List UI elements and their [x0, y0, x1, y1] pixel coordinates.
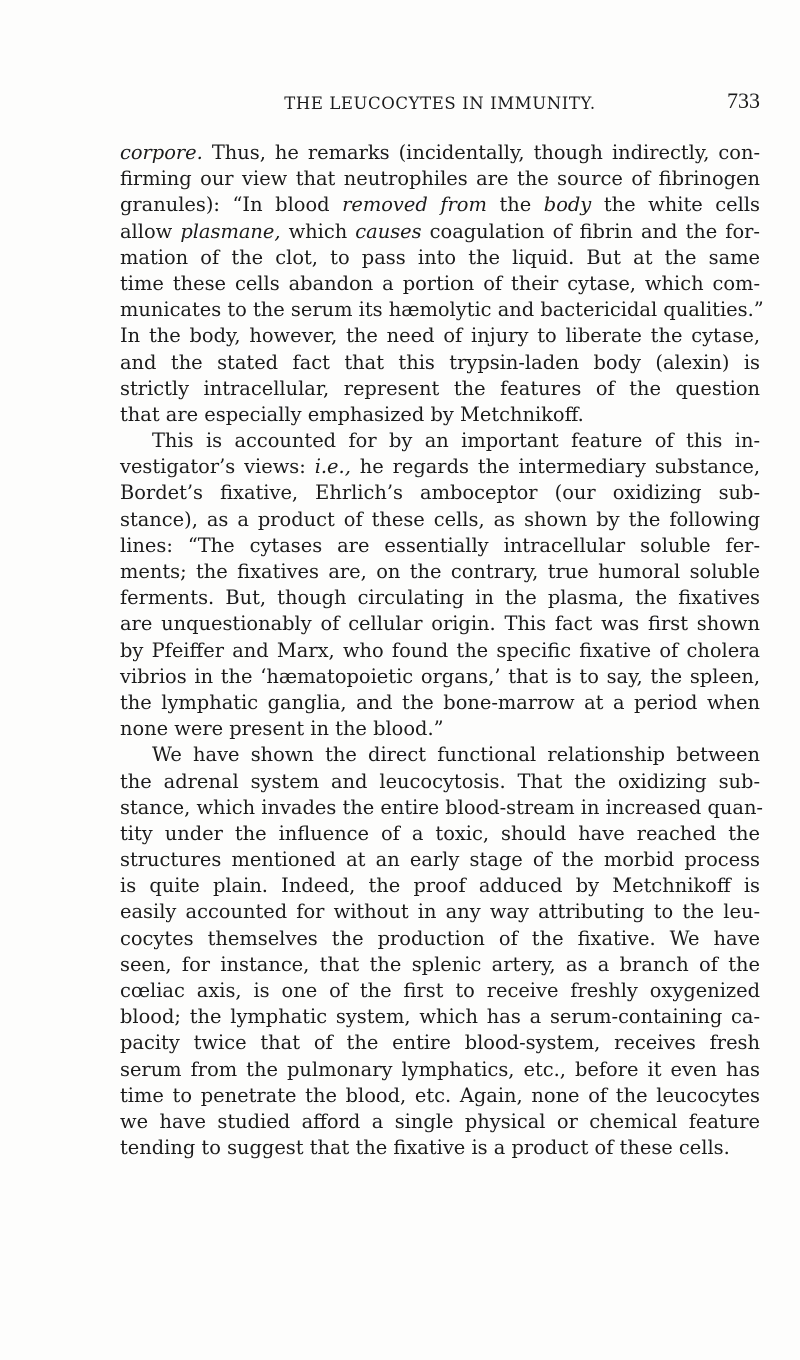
- line-text: tity under the influence of a toxic, should have reached the: [120, 821, 760, 845]
- text-line: [120, 140, 760, 166]
- italic-text: corpore.: [120, 141, 203, 164]
- text-line: [120, 376, 760, 402]
- line-text: tending to suggest that the fixative is a product of these cells.: [120, 1136, 730, 1160]
- line-text: seen, for instance, that the splenic artery, as a branch of the: [120, 952, 760, 976]
- line-text: ferments. But, though circulating in the plasma, the fixatives: [120, 586, 760, 610]
- line-text: and the stated fact that this trypsin-laden body (alexin) is: [120, 350, 760, 374]
- text-line: [120, 245, 760, 271]
- italic-text: plasmane,: [180, 219, 281, 243]
- text-line: [120, 297, 764, 323]
- text-line: [120, 1135, 760, 1161]
- text-line: [120, 1109, 760, 1135]
- line-text: stance, which invades the entire blood-stream in increased quan-: [120, 795, 763, 819]
- text-line: [120, 428, 760, 454]
- line-text: the white cells: [591, 193, 760, 217]
- text-line: [120, 323, 760, 349]
- italic-text: causes: [355, 219, 422, 243]
- line-text: firming our view that neutrophiles are the source of fibrinogen: [120, 167, 760, 191]
- italic-text: body: [543, 193, 592, 217]
- text-line: [120, 664, 760, 690]
- line-text: granules): “In blood: [120, 193, 343, 217]
- line-text: Thus, he remarks (incidentally, though indirectly, con-: [202, 141, 760, 164]
- line-text: We have shown the direct functional relationship between: [152, 743, 760, 767]
- line-text: vestigator’s views:: [120, 455, 315, 479]
- text-line: [120, 1083, 760, 1109]
- line-text: that are especially emphasized by Metchnikoff.: [120, 402, 584, 426]
- text-line: [120, 611, 760, 637]
- text-line: [120, 480, 760, 506]
- line-text: cœliac axis, is one of the first to receive freshly oxygenized: [120, 979, 760, 1002]
- text-line: [120, 166, 760, 192]
- text-line: [120, 978, 760, 1004]
- line-text: the adrenal system and leucocytosis. That the oxidizing sub-: [120, 769, 760, 793]
- line-text: stance), as a product of these cells, as shown by the following: [120, 507, 760, 531]
- text-line: [120, 873, 760, 899]
- line-text: mation of the clot, to pass into the liquid. But at the same: [120, 245, 760, 269]
- line-text: vibrios in the ‘hæmatopoietic organs,’ that is to say, the spleen,: [120, 664, 760, 688]
- line-text: strictly intracellular, represent the features of the question: [120, 376, 760, 400]
- line-text: easily accounted for without in any way attributing to the leu-: [120, 900, 760, 924]
- line-text: structures mentioned at an early stage of the morbid process: [120, 848, 760, 872]
- text-line: [120, 219, 760, 245]
- line-text: municates to the serum its hæmolytic and bactericidal qualities.”: [120, 298, 764, 322]
- line-text: the: [486, 193, 544, 217]
- line-text: time these cells abandon a portion of their cytase, which com-: [120, 271, 760, 295]
- italic-text: i.e.,: [314, 455, 351, 479]
- text-line: [120, 926, 760, 952]
- line-text: This is accounted for by an important feature of this in-: [152, 429, 760, 453]
- body-text: [120, 140, 764, 1161]
- line-text: allow: [120, 219, 181, 243]
- line-text: cocytes themselves the production of the fixative. We have: [120, 926, 760, 950]
- line-text: he regards the intermediary substance,: [350, 455, 760, 479]
- text-line: [120, 821, 760, 847]
- text-line: [120, 507, 760, 533]
- line-text: lines: “The cytases are essentially intracellular soluble fer-: [120, 533, 760, 557]
- line-text: none were present in the blood.”: [120, 717, 444, 741]
- line-text: ments; the fixatives are, on the contrary, true humoral soluble: [120, 560, 760, 583]
- line-text: we have studied afford a single physical or chemical feature: [120, 1109, 760, 1133]
- page-number: 733: [727, 88, 760, 113]
- text-line: [120, 192, 760, 218]
- line-text: time to penetrate the blood, etc. Again, none of the leucocytes: [120, 1083, 760, 1107]
- text-line: [120, 638, 760, 664]
- text-line: [120, 533, 760, 559]
- line-text: are unquestionably of cellular origin. This fact was first shown: [120, 612, 760, 636]
- line-text: serum from the pulmonary lymphatics, etc., before it even has: [120, 1057, 760, 1081]
- line-text: Bordet’s fixative, Ehrlich’s amboceptor (our oxidizing sub-: [120, 481, 760, 505]
- line-text: by Pfeiffer and Marx, who found the specific fixative of cholera: [120, 638, 760, 662]
- text-line: [120, 585, 760, 611]
- text-line: [120, 350, 760, 376]
- text-line: [120, 1057, 760, 1083]
- line-text: which: [280, 219, 356, 243]
- text-line: [120, 1030, 760, 1056]
- text-line: [120, 402, 760, 428]
- running-head: [120, 88, 760, 124]
- text-line: [120, 559, 760, 585]
- running-title: THE LEUCOCYTES IN IMMUNITY.: [284, 94, 596, 113]
- text-line: [120, 769, 760, 795]
- line-text: pacity twice that of the entire blood-system, receives fresh: [120, 1031, 760, 1055]
- line-text: coagulation of fibrin and the for-: [421, 219, 760, 243]
- text-line: [120, 690, 760, 716]
- text-line: [120, 847, 760, 873]
- text-line: [120, 795, 763, 821]
- text-line: [120, 271, 760, 297]
- text-line: [120, 1004, 760, 1030]
- text-line: [120, 454, 760, 480]
- italic-text: removed from: [342, 193, 487, 217]
- text-line: [120, 742, 760, 768]
- line-text: is quite plain. Indeed, the proof adduced by Metchnikoff is: [120, 874, 760, 898]
- line-text: the lymphatic ganglia, and the bone-marrow at a period when: [120, 690, 760, 714]
- line-text: In the body, however, the need of injury to liberate the cytase,: [120, 324, 760, 348]
- text-line: [120, 952, 760, 978]
- text-line: [120, 716, 760, 742]
- line-text: blood; the lymphatic system, which has a serum-containing ca-: [120, 1005, 760, 1029]
- text-line: [120, 899, 760, 925]
